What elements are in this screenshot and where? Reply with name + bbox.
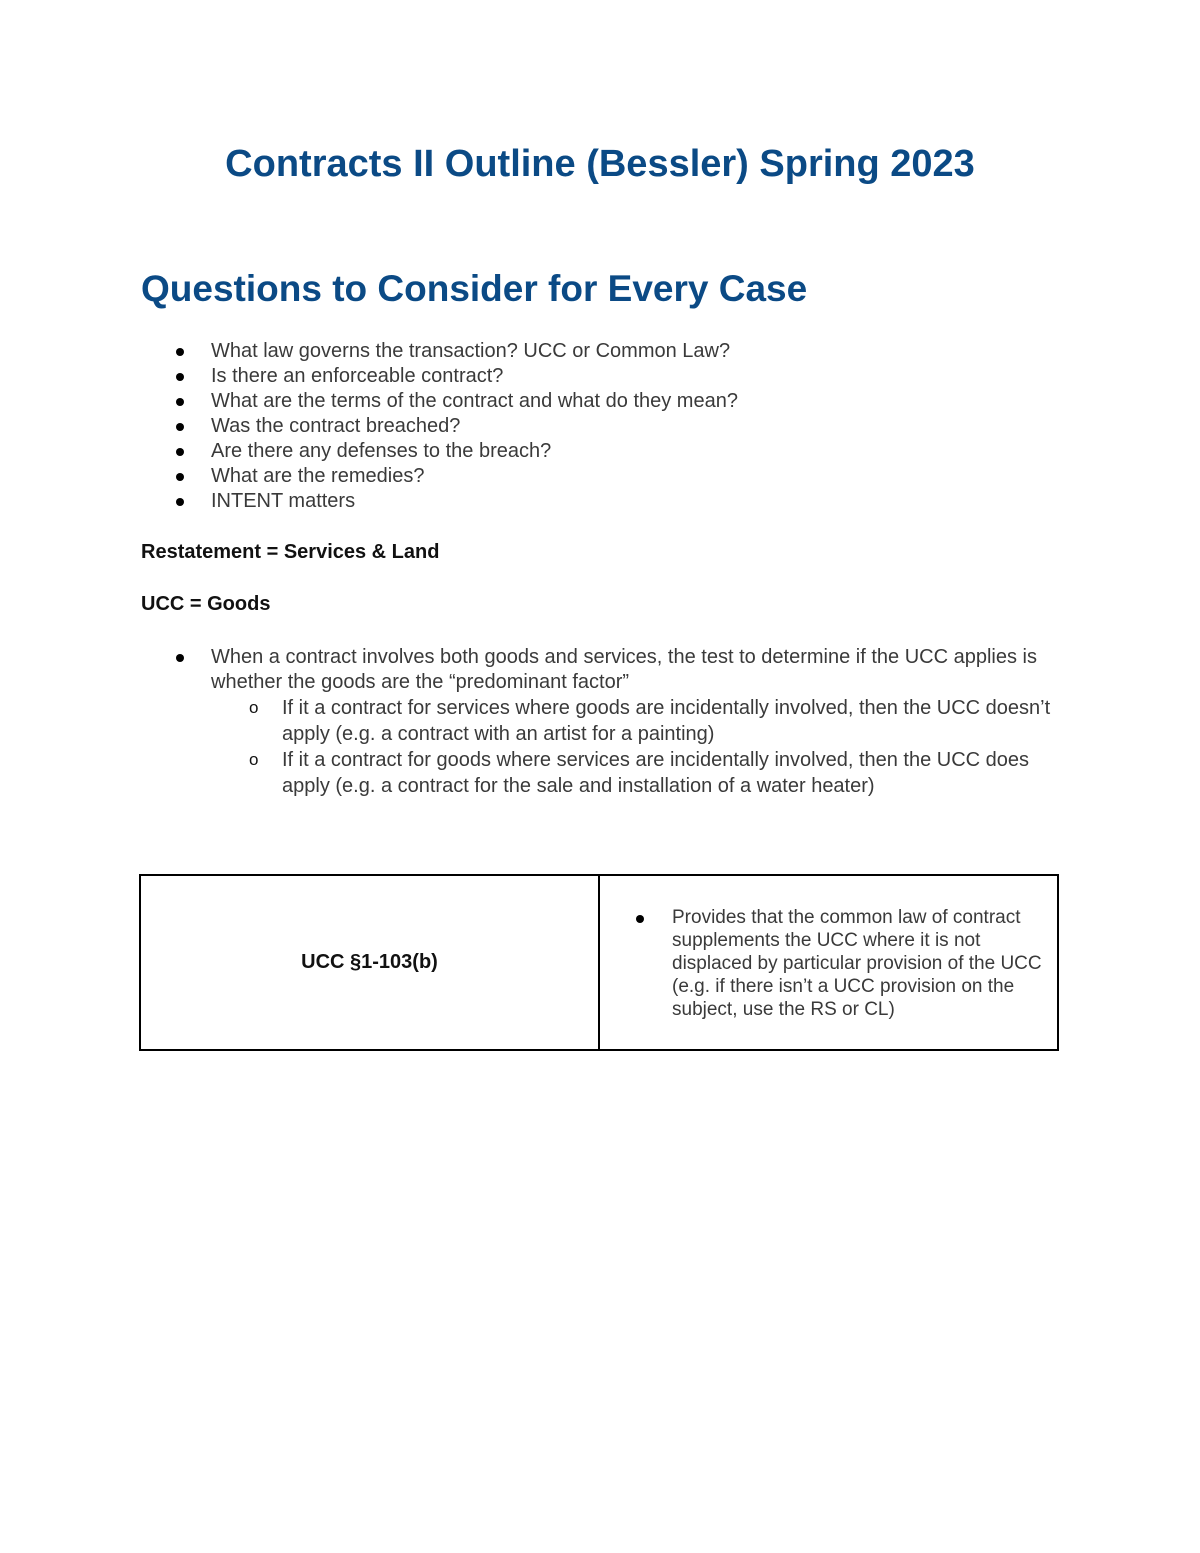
rule-cite: UCC §1-103(b) (301, 951, 438, 973)
restatement-line: Restatement = Services & Land (141, 541, 440, 563)
ucc-line: UCC = Goods (141, 593, 271, 615)
list-item: What are the remedies? (141, 464, 738, 489)
list-item: Are there any defenses to the breach? (141, 439, 738, 464)
bullet-icon (636, 915, 644, 923)
rule-table (139, 874, 1059, 1051)
document-title: Contracts II Outline (Bessler) Spring 2023 (225, 143, 975, 185)
ucc-bullet-text: When a contract involves both goods and services, the test to determine if the UCC applies is whether the goods are the “predominant factor” (211, 646, 1037, 693)
table-row (140, 875, 1058, 1050)
section-heading: Questions to Consider for Every Case (141, 268, 808, 309)
list-item: What law governs the transaction? UCC or Common Law? (141, 339, 738, 364)
sub-list-item: o If it a contract for goods where services are incidentally involved, then the UCC does apply (e.g. a contract for the sale and installation of a water heater) (211, 747, 1061, 799)
rule-cite-cell (140, 875, 599, 1050)
list-item (141, 645, 1061, 799)
rule-description-block (600, 876, 1057, 1049)
list-item: Is there an enforceable contract? (141, 364, 738, 389)
rule-description: Provides that the common law of contract supplements the UCC where it is not displaced by particular provision of the UCC (e.g. if there isn’t a UCC provision on the subject, use the RS or CL) (672, 907, 1042, 1020)
list-item: INTENT matters (141, 489, 738, 514)
list-item: Was the contract breached? (141, 414, 738, 439)
sub-list-item: o If it a contract for services where goods are incidentally involved, then the UCC doesn’t apply (e.g. a contract with an artist for a painting) (211, 695, 1061, 747)
ucc-bullet-list (141, 645, 1061, 799)
rule-description-cell (599, 875, 1058, 1050)
ucc-sub-list (211, 695, 1061, 799)
questions-list (141, 339, 738, 514)
list-item: What are the terms of the contract and what do they mean? (141, 389, 738, 414)
